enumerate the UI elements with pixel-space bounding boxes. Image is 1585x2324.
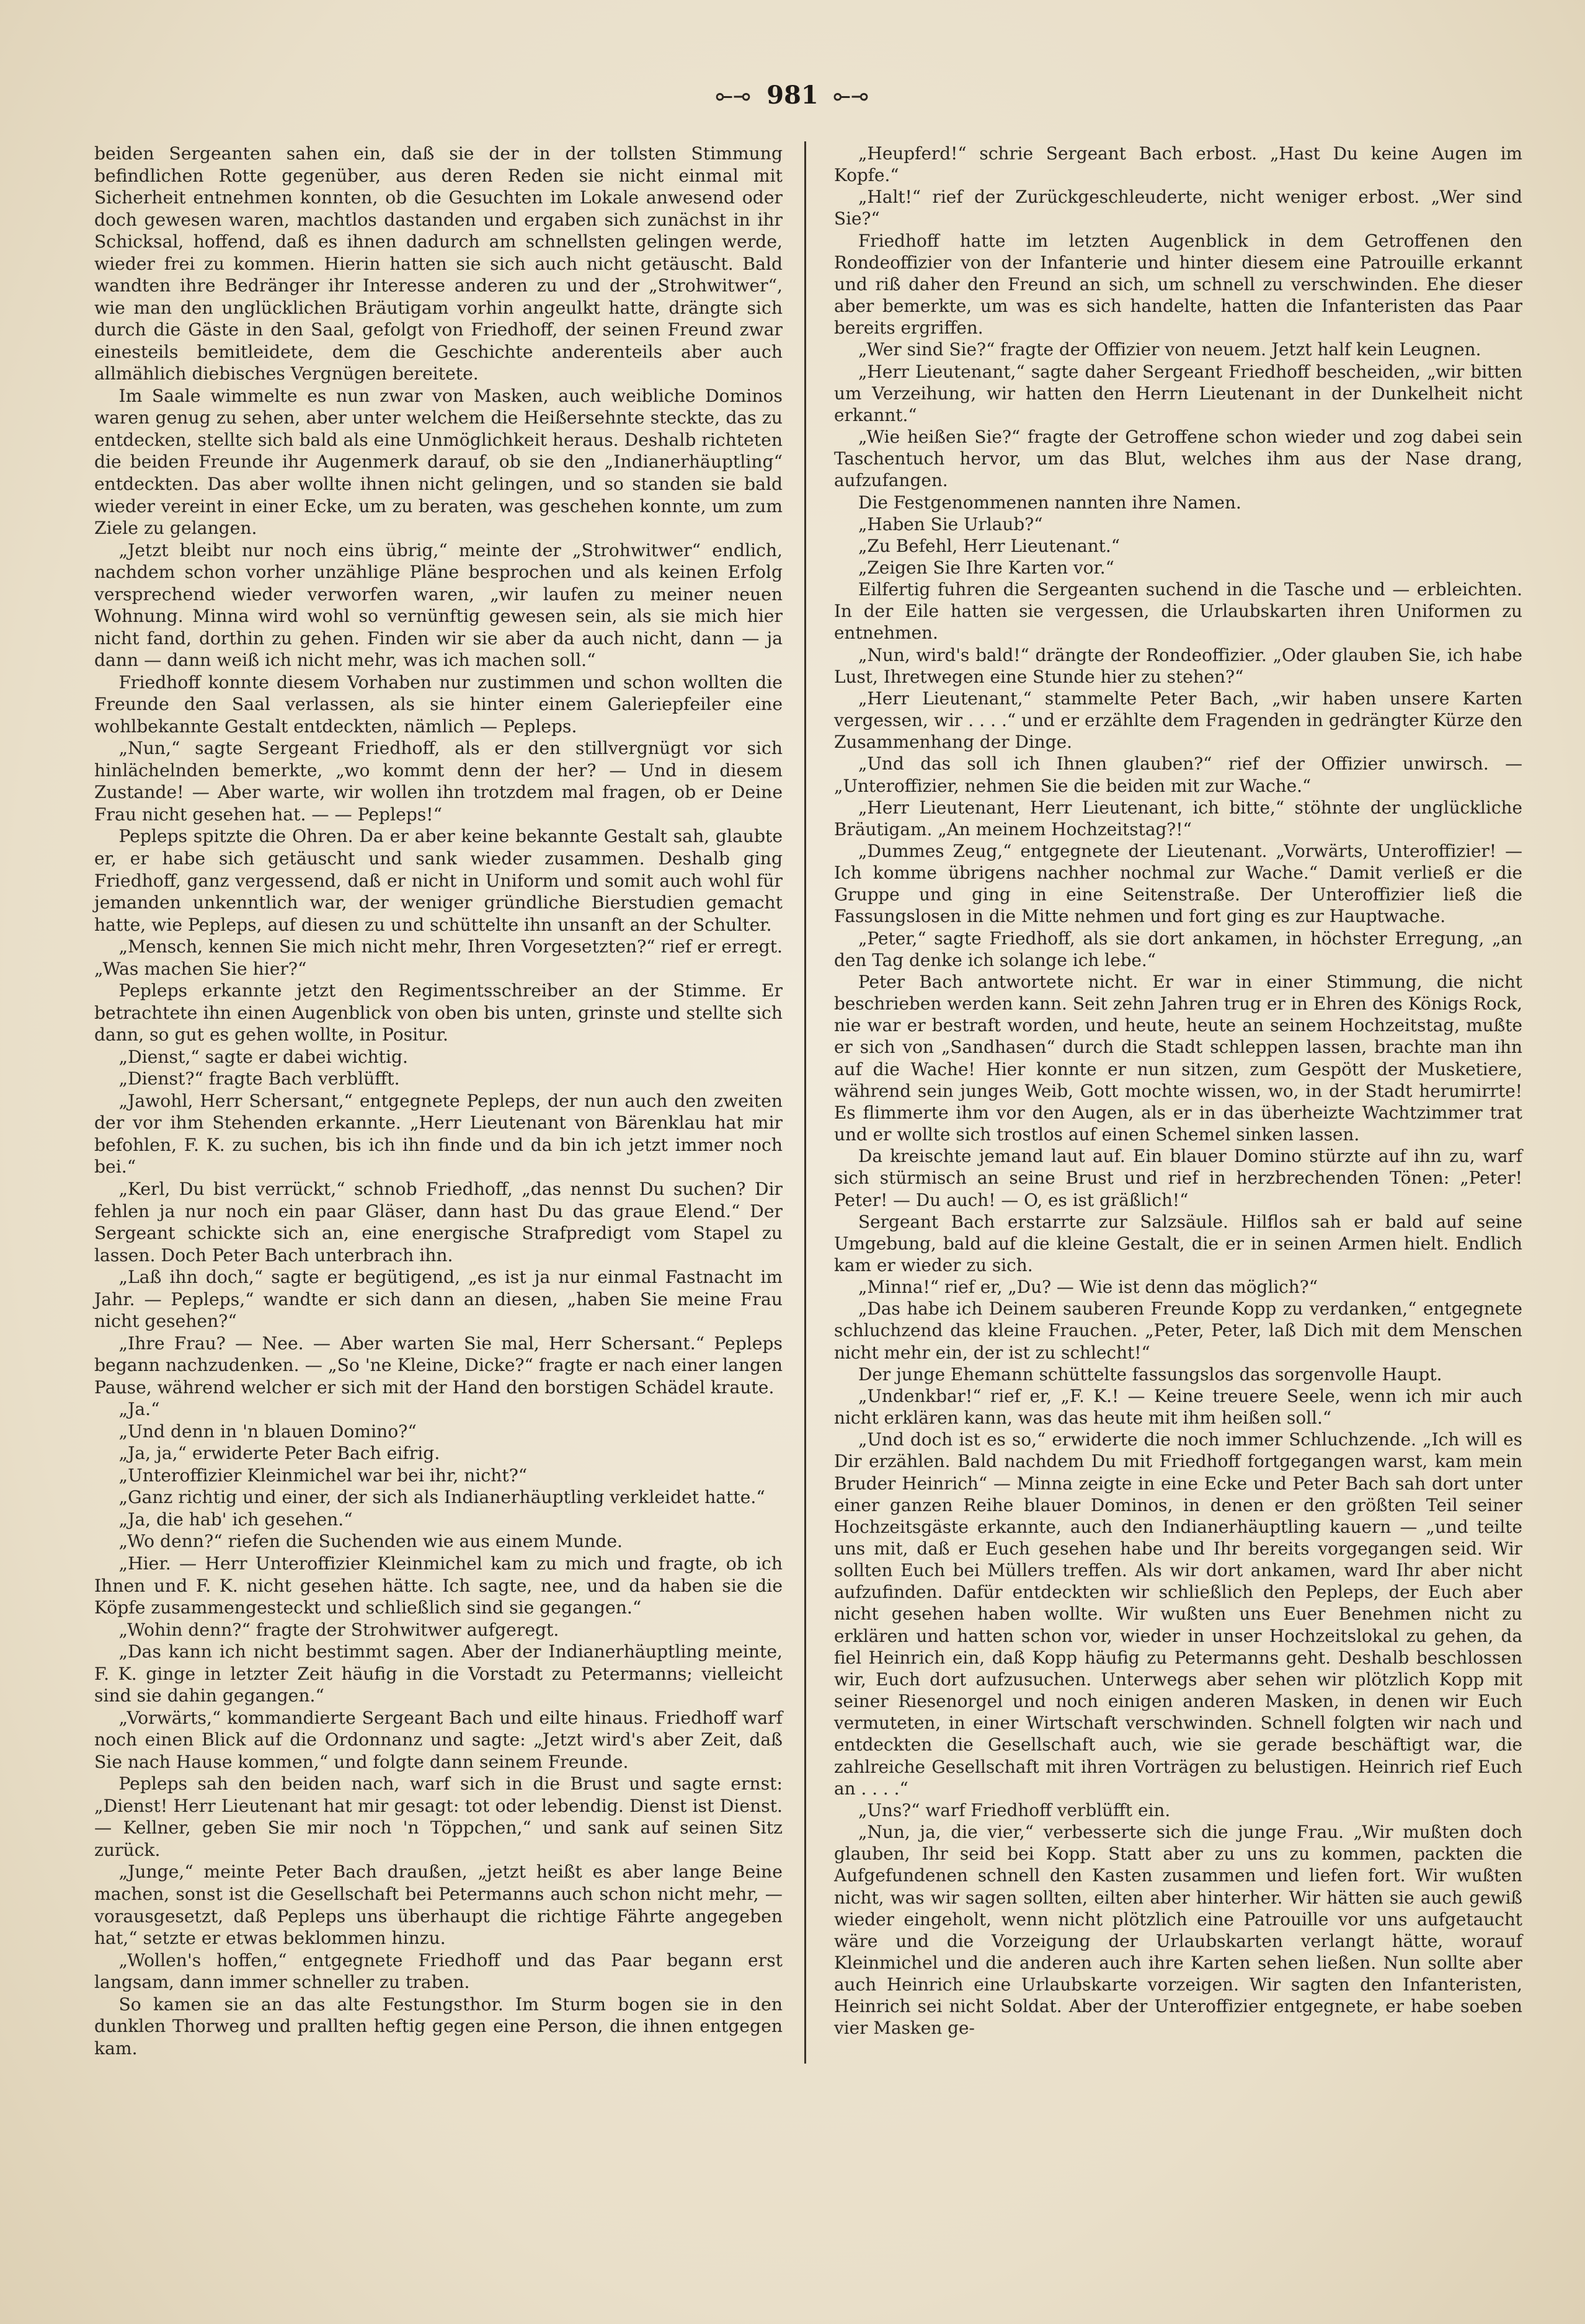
paragraph: Pepleps spitzte die Ohren. Da er aber keine bekannte Gestalt sah, glaubte er, er habe sich getäuscht und sank wieder zusammen. Deshalb ging Friedhoff, ganz vergessend, daß er nicht in Uniform und somit auch wohl für jemanden unkenntlich war, der weniger gründliche Bierstudien gemacht hatte, wie Pepleps, auf diesen zu und schüttelte ihn unsanft an der Schulter. xyxy=(94,826,783,935)
paragraph: „Nun, ja, die vier,“ verbesserte sich die junge Frau. „Wir mußten doch glauben, Ihr seid bei Kopp. Statt aber zu uns zu kommen, packten die Aufgefundenen schnell den Kasten zusammen und liefen fort. Wir wußten nicht, was wir sagen sollten, eilten aber hinterher. Wir hätten sie auch gewiß wieder eingeholt, wenn nicht plötzlich eine Patrouille vor uns aufgetaucht wäre und die Vorzeigung der Urlaubskarten verlangt hätte, worauf Kleinmichel und die anderen auch ihre Karten sehen ließen. Nun sollte aber auch Heinrich eine Urlaubskarte vorzeigen. Wir sagten den Infanteristen, Heinrich sei nicht Soldat. Aber der Unteroffizier entgegnete, er habe soeben vier Masken ge- xyxy=(834,1822,1522,2039)
paragraph: „Vorwärts,“ kommandierte Sergeant Bach und eilte hinaus. Friedhoff warf noch einen Blick auf die Ordonnanz und sagte: „Jetzt wird's aber Zeit, daß Sie nach Hause kommen,“ und folgte dann seinem Freunde. xyxy=(94,1707,783,1772)
paragraph: „Das kann ich nicht bestimmt sagen. Aber der Indianerhäuptling meinte, F. K. ginge in letzter Zeit häufig in die Vorstadt zu Petermanns; vielleicht sind sie dahin gegangen.“ xyxy=(94,1641,783,1706)
paragraph: „Und denn in 'n blauen Domino?“ xyxy=(118,1421,417,1442)
paragraph: Peter Bach antwortete nicht. Er war in einer Stimmung, die nicht beschrieben werden kann. Seit zehn Jahren trug er in Ehren des Königs Rock, nie war er bestraft worden, und heute, heute an seinem Hochzeitstag, mußte er sich von „Sandhasen“ durch die Stadt schleppen lassen, brachte man ihn auf die Wache! Hier konnte er nun sitzen, zum Gespött der Musketiere, während sein junges Weib, Gott mochte wissen, wo, in der Stadt herumirrte! Es flimmerte ihm vor den Augen, als er in das überheizte Wachtzimmer trat und er wollte sich trostlos auf einen Schemel sinken lassen. xyxy=(834,971,1522,1145)
ornament-right: ⟜⊸ xyxy=(833,82,870,108)
paragraph: Da kreischte jemand laut auf. Ein blauer Domino stürzte auf ihn zu, warf sich stürmisch an seine Brust und rief in herzbrechenden Tönen: „Peter! Peter! — Du auch! — O, es ist gräßlich!“ xyxy=(834,1146,1522,1210)
paragraph: „Hier. — Herr Unteroffizier Kleinmichel kam zu mich und fragte, ob ich Ihnen und F. K. nicht gesehen hätte. Ich sagte, nee, und da haben sie die Köpfe zusammengesteckt und schließlich sind sie gegangen.“ xyxy=(94,1553,783,1618)
paragraph: Friedhoff hatte im letzten Augenblick in dem Getroffenen den Rondeoffizier von der Infanterie und hinter diesem eine Patrouille erkannt und riß daher den Freund an sich, um schnell zu verschwinden. Ehe dieser aber bemerkte, um was es sich handelte, hatten die Infanteristen das Paar bereits ergriffen. xyxy=(834,230,1522,339)
paragraph: „Wie heißen Sie?“ fragte der Getroffene schon wieder und zog dabei sein Taschentuch hervor, um das Blut, welches ihm aus der Nase drang, aufzufangen. xyxy=(834,427,1522,491)
paragraph: „Kerl, Du bist verrückt,“ schnob Friedhoff, „das nennst Du suchen? Dir fehlen ja nur noch ein paar Gläser, dann hast Du das graue Elend.“ Der Sergeant schickte sich an, eine energische Strafpredigt vom Stapel zu lassen. Doch Peter Bach unterbrach ihn. xyxy=(94,1178,783,1266)
paragraph: „Zu Befehl, Herr Lieutenant.“ xyxy=(858,535,1121,556)
column-divider xyxy=(804,141,806,2064)
paragraph: „Jetzt bleibt nur noch eins übrig,“ meinte der „Strohwitwer“ endlich, nachdem schon vorher unzählige Pläne besprochen und als keinen Erfolg versprechend wieder verworfen waren, „wir laufen zu meiner neuen Wohnung. Minna wird wohl so vernünftig gewesen sein, als sie mich hier nicht fand, dorthin zu gehen. Finden wir sie aber da auch nicht, dann — ja dann — dann weiß ich nicht mehr, was ich machen soll.“ xyxy=(94,539,783,671)
paragraph: „Unteroffizier Kleinmichel war bei ihr, nicht?“ xyxy=(118,1465,528,1486)
paragraph: „Undenkbar!“ rief er, „F. K.! — Keine treuere Seele, wenn ich mir auch nicht erklären kann, was das heute mit ihm heißen soll.“ xyxy=(834,1385,1522,1429)
paragraph: „Und doch ist es so,“ erwiderte die noch immer Schluchzende. „Ich will es Dir erzählen. Bald nachdem Du mit Friedhoff fortgegangen warst, kam mein Bruder Heinrich“ — Minna zeigte in eine Ecke und Peter Bach sah dort unter einer ganzen Reihe blauer Dominos, in denen er den größten Teil seiner Hochzeitsgäste erkannte, auch den Indianerhäuptling kauern — „und teilte uns mit, daß er Euch gesehen habe und Ihr bereits vorgegangen seid. Wir sollten Euch bei Müllers treffen. Als wir dort ankamen, ward Ihr aber nicht aufzufinden. Dafür entdeckten wir schließlich den Pepleps, der Euch aber nicht gesehen haben wollte. Wir wußten uns Euer Benehmen nicht zu erklären und hatten schon vor, wieder in unser Hochzeitslokal zu gehen, da fiel Heinrich ein, daß Kopp häufig zu Petermanns geht. Deshalb beschlossen wir, Euch dort aufzusuchen. Unterwegs aber sehen wir plötzlich Kopp mit seiner Riesenorgel und noch einigen anderen Masken, in denen wir Euch vermuteten, in einer Wirtschaft verschwinden. Schnell folgten wir nach und entdeckten die Gesellschaft auch, wie sie gerade beschäftigt war, die zahlreiche Gesellschaft mit ihren Vorträgen zu belustigen. Heinrich rief Euch an . . . .“ xyxy=(834,1429,1522,1799)
paragraph: „Dienst,“ sagte er dabei wichtig. xyxy=(118,1046,409,1067)
paragraph: „Laß ihn doch,“ sagte er begütigend, „es ist ja nur einmal Fastnacht im Jahr. — Pepleps,“ wandte er sich dann an diesen, „haben Sie meine Frau nicht gesehen?“ xyxy=(94,1267,783,1332)
paragraph: „Dienst?“ fragte Bach verblüfft. xyxy=(118,1068,400,1089)
paragraph: „Halt!“ rief der Zurückgeschleuderte, nicht weniger erbost. „Wer sind Sie?“ xyxy=(834,187,1522,229)
right-column xyxy=(834,143,1522,2039)
paragraph: Im Saale wimmelte es nun zwar von Masken, auch weibliche Dominos waren genug zu sehen, aber unter welchem die Heißersehnte steckte, das zu entdecken, stellte sich bald als eine Unmöglichkeit heraus. Deshalb richteten die beiden Freunde ihr Augenmerk darauf, ob sie den „Indianerhäuptling“ entdeckten. Das aber wollte ihnen nicht gelingen, und so standen sie bald wieder vereint in einer Ecke, um zu beraten, was geschehen konnte, um zum Ziele zu gelangen. xyxy=(94,385,783,539)
paragraph: „Wo denn?“ riefen die Suchenden wie aus einem Munde. xyxy=(118,1531,623,1552)
paragraph: „Nun, wird's bald!“ drängte der Rondeoffizier. „Oder glauben Sie, ich habe Lust, Ihretwegen eine Stunde hier zu stehen?“ xyxy=(834,644,1522,687)
paragraph: „Mensch, kennen Sie mich nicht mehr, Ihren Vorgesetzten?“ rief er erregt. „Was machen Sie hier?“ xyxy=(94,936,783,979)
paragraph: „Ja, ja,“ erwiderte Peter Bach eifrig. xyxy=(118,1443,440,1464)
ornament-left: ⟜⊸ xyxy=(715,82,752,108)
paragraph: „Dummes Zeug,“ entgegnete der Lieutenant. „Vorwärts, Unteroffizier! — Ich komme übrigens nachher nochmal zur Wache.“ Damit verließ er die Gruppe und ging in eine Seitenstraße. Der Unteroffizier ließ die Fassungslosen in die Mitte nehmen und fort ging es zur Hauptwache. xyxy=(834,841,1522,927)
paragraph: Sergeant Bach erstarrte zur Salzsäule. Hilflos sah er bald auf seine Umgebung, bald auf die kleine Gestalt, die er in seinen Armen hielt. Endlich kam er wieder zu sich. xyxy=(834,1211,1522,1275)
paragraph: „Heupferd!“ schrie Sergeant Bach erbost. „Hast Du keine Augen im Kopfe.“ xyxy=(834,143,1522,186)
paragraph: „Ihre Frau? — Nee. — Aber warten Sie mal, Herr Schersant.“ Pepleps begann nachzudenken. — „So 'ne Kleine, Dicke?“ fragte er nach einer langen Pause, während welcher er sich mit der Hand den borstigen Schädel kraute. xyxy=(94,1333,783,1398)
paragraph: So kamen sie an das alte Festungsthor. Im Sturm bogen sie in den dunklen Thorweg und prallten heftig gegen eine Person, die ihnen entgegen kam. xyxy=(94,1994,783,2059)
paragraph: Pepleps sah den beiden nach, warf sich in die Brust und sagte ernst: „Dienst! Herr Lieutenant hat mir gesagt: tot oder lebendig. Dienst ist Dienst. — Kellner, geben Sie mir noch 'n Töppchen,“ und sank auf seinen Sitz zurück. xyxy=(94,1773,783,1860)
paragraph: „Zeigen Sie Ihre Karten vor.“ xyxy=(858,557,1114,578)
paragraph: Die Festgenommenen nannten ihre Namen. xyxy=(858,492,1241,513)
paragraph: „Ja.“ xyxy=(118,1399,160,1420)
paragraph: „Jawohl, Herr Schersant,“ entgegnete Pepleps, der nun auch den zweiten der vor ihm Stehenden erkannte. „Herr Lieutenant von Bärenklau hat mir befohlen, F. K. zu suchen, bis ich ihn finde und da bin ich jetzt immer noch bei.“ xyxy=(94,1090,783,1178)
paragraph: „Haben Sie Urlaub?“ xyxy=(858,513,1043,534)
paragraph: Der junge Ehemann schüttelte fassungslos das sorgenvolle Haupt. xyxy=(858,1364,1442,1385)
paragraph: Pepleps erkannte jetzt den Regimentsschreiber an der Stimme. Er betrachtete ihn einen Augenblick von oben bis unten, grinste und stellte sich dann, so gut es gehen wollte, in Positur. xyxy=(94,980,783,1045)
paragraph: „Herr Lieutenant,“ stammelte Peter Bach, „wir haben unsere Karten vergessen, wir . . . .“ und er erzählte dem Fragenden in gedrängter Kürze den Zusammenhang der Dinge. xyxy=(834,688,1522,753)
page-number: 981 xyxy=(766,81,819,110)
paragraph: „Wohin denn?“ fragte der Strohwitwer aufgeregt. xyxy=(118,1619,559,1640)
page-header xyxy=(0,81,1585,110)
paragraph: „Ja, die hab' ich gesehen.“ xyxy=(118,1509,353,1530)
paragraph: beiden Sergeanten sahen ein, daß sie der in der tollsten Stimmung befindlichen Rotte gegenüber, aus deren Reden sie nicht einmal mit Sicherheit entnehmen konnten, ob die Gesuchten im Lokale anwesend oder doch gewesen waren, machtlos dastanden und ergaben sich zunächst in ihr Schicksal, hoffend, daß es ihnen dadurch am schnellsten gelingen werde, wieder frei zu kommen. Hierin hatten sie sich auch nicht getäuscht. Bald wandten ihre Bedränger ihr Interesse anderen zu und der „Strohwitwer“, wie man den unglücklichen Bräutigam vorhin angeulkt hatte, drängte sich durch die Gäste in den Saal, gefolgt von Friedhoff, der seinen Freund zwar einesteils bemitleidete, dem die Geschichte anderenteils aber auch allmählich diebisches Vergnügen bereitete. xyxy=(94,143,783,384)
paragraph: „Nun,“ sagte Sergeant Friedhoff, als er den stillvergnügt vor sich hinlächelnden bemerkte, „wo kommt denn der her? — Und in diesem Zustande! — Aber warte, wir wollen ihn trotzdem mal fragen, ob er Deine Frau nicht gesehen hat. — — Pepleps!“ xyxy=(94,738,783,825)
paragraph: „Herr Lieutenant,“ sagte daher Sergeant Friedhoff bescheiden, „wir bitten um Verzeihung, wir hatten den Herrn Lieutenant in der Dunkelheit nicht erkannt.“ xyxy=(834,361,1522,425)
paragraph: „Das habe ich Deinem sauberen Freunde Kopp zu verdanken,“ entgegnete schluchzend das kleine Frauchen. „Peter, Peter, laß Dich mit dem Menschen nicht mehr ein, der ist zu schlecht!“ xyxy=(834,1298,1522,1363)
paragraph: „Junge,“ meinte Peter Bach draußen, „jetzt heißt es aber lange Beine machen, sonst ist die Gesellschaft bei Petermanns auch schon nicht mehr, — vorausgesetzt, daß Pepleps uns überhaupt die richtige Fährte angegeben hat,“ setzte er etwas beklommen hinzu. xyxy=(94,1861,783,1949)
paragraph: „Minna!“ rief er, „Du? — Wie ist denn das möglich?“ xyxy=(858,1277,1318,1298)
paragraph: Eilfertig fuhren die Sergeanten suchend in die Tasche und — erbleichten. In der Eile hatten sie vergessen, die Urlaubskarten ihren Uniformen zu entnehmen. xyxy=(834,579,1522,644)
left-column xyxy=(94,143,783,2059)
paragraph: „Und das soll ich Ihnen glauben?“ rief der Offizier unwirsch. — „Unteroffizier, nehmen Sie die beiden mit zur Wache.“ xyxy=(834,753,1522,796)
paragraph: „Uns?“ warf Friedhoff verblüfft ein. xyxy=(858,1799,1171,1821)
paragraph: Friedhoff konnte diesem Vorhaben nur zustimmen und schon wollten die Freunde den Saal verlassen, als sie hinter einem Galeriepfeiler eine wohlbekannte Gestalt entdeckten, nämlich — Pepleps. xyxy=(94,672,783,737)
paragraph: „Herr Lieutenant, Herr Lieutenant, ich bitte,“ stöhnte der unglückliche Bräutigam. „An meinem Hochzeitstag?!“ xyxy=(834,797,1522,840)
paragraph: „Wollen's hoffen,“ entgegnete Friedhoff und das Paar begann erst langsam, dann immer schneller zu traben. xyxy=(94,1949,783,1993)
paragraph: „Peter,“ sagte Friedhoff, als sie dort ankamen, in höchster Erregung, „an den Tag denke ich solange ich lebe.“ xyxy=(834,928,1522,970)
paragraph: „Wer sind Sie?“ fragte der Offizier von neuem. Jetzt half kein Leugnen. xyxy=(858,339,1481,360)
paragraph: „Ganz richtig und einer, der sich als Indianerhäuptling verkleidet hatte.“ xyxy=(118,1487,765,1508)
